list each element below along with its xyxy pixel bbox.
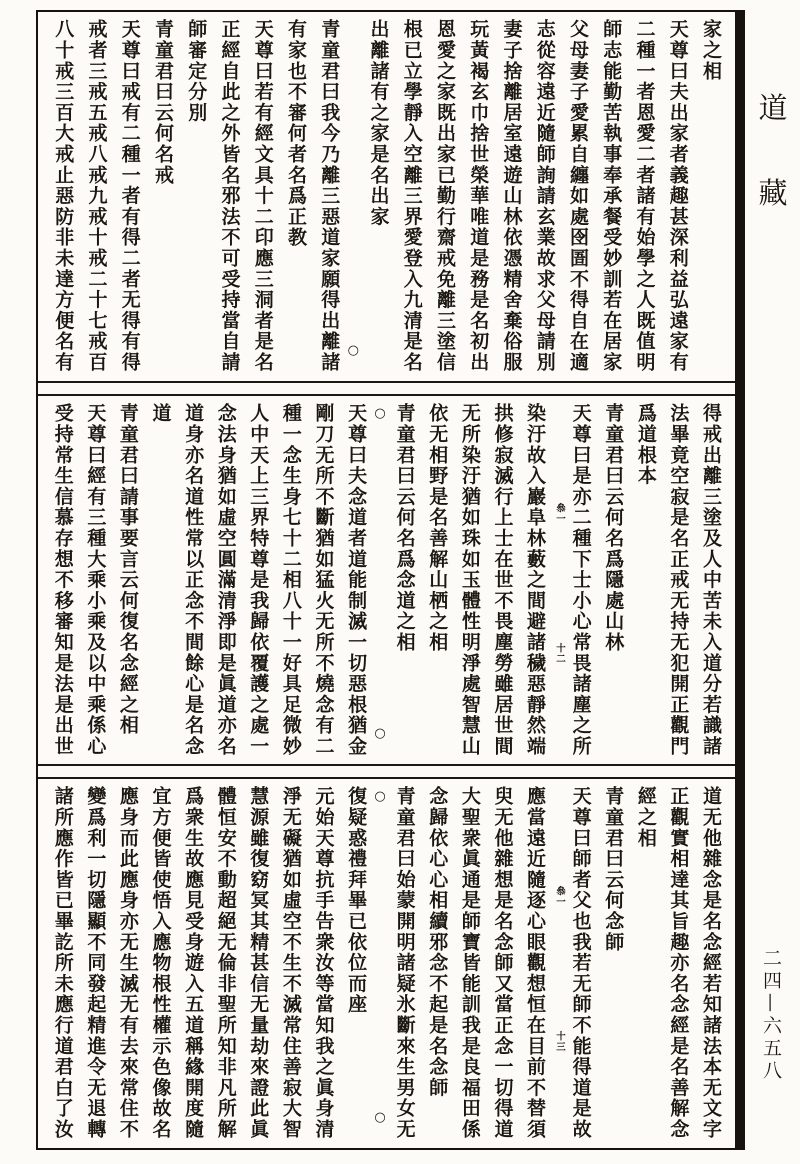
text-column: 二種一者恩愛二者諸有始學之人既值明: [633, 19, 656, 373]
text-column: 天尊曰師者父也我若无師不能得道是故: [569, 786, 592, 1140]
text-column: 天尊曰夫念道者道能制滅一切惡根猶金: [345, 402, 368, 757]
text-column: 念歸依心心相續邪念不起是名念師: [426, 786, 449, 1099]
collation-note: 叅一: [554, 502, 566, 524]
text-column: 念法身猶如虛空圓滿清淨即是眞道亦名: [214, 402, 237, 757]
collation-note: 十三: [554, 1031, 566, 1053]
text-column: 青童君曰云何念師: [602, 786, 625, 953]
text-column: 出離諸有之家是名出家: [367, 19, 390, 227]
canon-title: [753, 86, 793, 212]
section-circle: ○: [374, 726, 386, 742]
text-column: 體恒安不動超絕无倫非聖所知非凡所解: [214, 786, 237, 1140]
text-column: 天尊曰是亦二種下士小心常畏諸塵之所: [569, 402, 592, 757]
register-top: [38, 12, 735, 381]
section-circle: ○: [374, 405, 386, 421]
text-column: 經之相: [634, 786, 657, 849]
section-circle: ○: [374, 789, 386, 805]
text-column: 志從容遠近隨師詢請玄業故求父母請別: [533, 19, 556, 373]
text-column: 剛刀无所不斷猶如猛火无所不燒念有二: [312, 402, 335, 757]
text-column: 妻子捨離居室遠遊山林依憑精舍棄俗服: [500, 19, 523, 373]
register-divider: [38, 381, 735, 396]
text-column: 復疑惑禮拜畢已依位而座: [345, 786, 368, 1016]
register-divider: [38, 764, 735, 779]
text-column: 種一念生身七十二相八十一好具足微妙: [279, 402, 302, 757]
section-circle-gutter: [345, 19, 361, 374]
text-column: 爲道根本: [634, 402, 657, 486]
text-column: 天尊曰若有經文具十二印應三洞者是名: [251, 19, 274, 373]
text-column: 依无相野是名善解山栖之相: [426, 402, 449, 653]
text-column: 爲衆生故應見受身遊入五道稱緣開度隨: [182, 786, 205, 1140]
text-column: 青童君曰我今乃離三惡道家願得出離諸: [318, 19, 341, 373]
text-column: 染汙故入巖阜林藪之間避諸穢惡靜然端: [524, 402, 547, 757]
text-column: 青童君曰云何名戒: [152, 19, 174, 186]
text-column: 天尊曰經有三種大乘小乘及以中乘係心: [84, 402, 107, 757]
register-middle: [38, 396, 735, 765]
text-column: 大聖衆眞通是師寶皆能訓我是良福田係: [458, 786, 481, 1140]
section-circle-gutter: [372, 403, 388, 758]
text-column: 法畢竟空寂是名正戒无持无犯開正觀門: [667, 402, 690, 757]
section-circle: ○: [374, 1110, 386, 1126]
text-column: 天尊曰戒有二種一者有得二者无得有得: [118, 19, 141, 373]
text-column: 恩愛之家既出家已勤行齋戒免離三塗信: [434, 19, 456, 373]
text-column: 元始天尊抗手告衆汝等當知我之眞身清: [312, 786, 335, 1140]
text-column: 青童君曰請事要言云何復名念經之相: [116, 402, 139, 736]
text-column: 慧源雖復窈冥其精甚信无量劫來證此眞: [247, 786, 270, 1140]
text-column: 有家也不審何者名爲正教: [285, 19, 307, 248]
text-column: 應身而此應身亦无生滅无有去來常住不: [116, 786, 139, 1140]
page-frame: [36, 10, 745, 1150]
text-column: 天尊曰夫出家者義趣甚深利益弘遠家有: [666, 19, 689, 373]
text-column: 師審定分別: [185, 19, 208, 123]
text-column: 得戒出離三塗及人中苦未入道分若識諸: [700, 402, 722, 757]
text-column: 青童君曰始蒙開明諸疑氷斷來生男女无: [393, 786, 416, 1140]
text-column: 无所染汙猶如珠如玉體性明淨處智慧山: [458, 402, 481, 757]
text-column: 師志能勤苦執事奉承餐受妙訓若在居家: [600, 19, 623, 373]
text-column: 青童君曰云何名爲念道之相: [393, 402, 416, 653]
section-circle-gutter: [372, 786, 388, 1141]
page-number: 二四—六五八: [760, 948, 782, 1083]
text-column: 父母妻子愛累自纏如處囹圄不得自在適: [567, 19, 589, 373]
text-column: 戒者三戒五戒八戒九戒十戒二十七戒百: [85, 19, 108, 373]
text-column: 人中天上三界特尊是我歸依覆護之處一: [247, 402, 270, 757]
text-column: 拱修寂滅行上士在世不畏塵勞雖居世間: [491, 402, 514, 757]
text-column: 正觀實相達其旨趣亦名念經是名善解念: [667, 786, 690, 1140]
text-column: 正經自此之外皆名邪法不可受持當自請: [218, 19, 241, 373]
collation-note-column: [551, 786, 564, 1141]
text-column: 變爲利一切隱顯不同發起精進令无退轉: [84, 786, 107, 1140]
collation-note: 叅一: [554, 886, 566, 908]
text-column: 淨无礙猶如虛空不生不滅常住善寂大智: [279, 786, 302, 1140]
text-column: 道身亦名道性常以正念不間餘心是名念: [182, 402, 205, 757]
section-circle: ○: [347, 342, 359, 358]
collation-note: 十二: [554, 642, 566, 664]
collation-note-column: [551, 403, 564, 758]
text-column: 家之相: [700, 19, 722, 82]
canon-title-char-2: 藏: [758, 176, 788, 210]
text-column: 根已立學靜入空離三界愛登入九清是名: [400, 19, 423, 373]
text-column: 應當遠近隨逐心眼觀想恒在目前不替須: [524, 786, 547, 1140]
canon-title-char-1: 道: [758, 91, 788, 125]
text-column: 道: [149, 402, 172, 424]
text-column: 諸所應作皆已畢訖所未應行道君白了汝: [51, 786, 74, 1140]
text-column: 宜方便皆使悟入應物根性權示色像故名: [149, 786, 172, 1140]
text-column: 臾无他雜想是名念師又當正念一切得道: [491, 786, 514, 1140]
text-column: 玩黃褐玄巾捨世榮華唯道是務是名初出: [467, 19, 490, 373]
text-column: 受持常生信慕存想不移審知是法是出世: [51, 402, 74, 757]
text-column: 青童君曰云何名爲隱處山林: [602, 402, 625, 653]
register-bottom: [38, 779, 735, 1148]
text-column: 道无他雜念是名念經若知諸法本无文字: [700, 786, 722, 1140]
text-column: 八十戒三百大戒止惡防非未達方便名有: [52, 19, 75, 373]
